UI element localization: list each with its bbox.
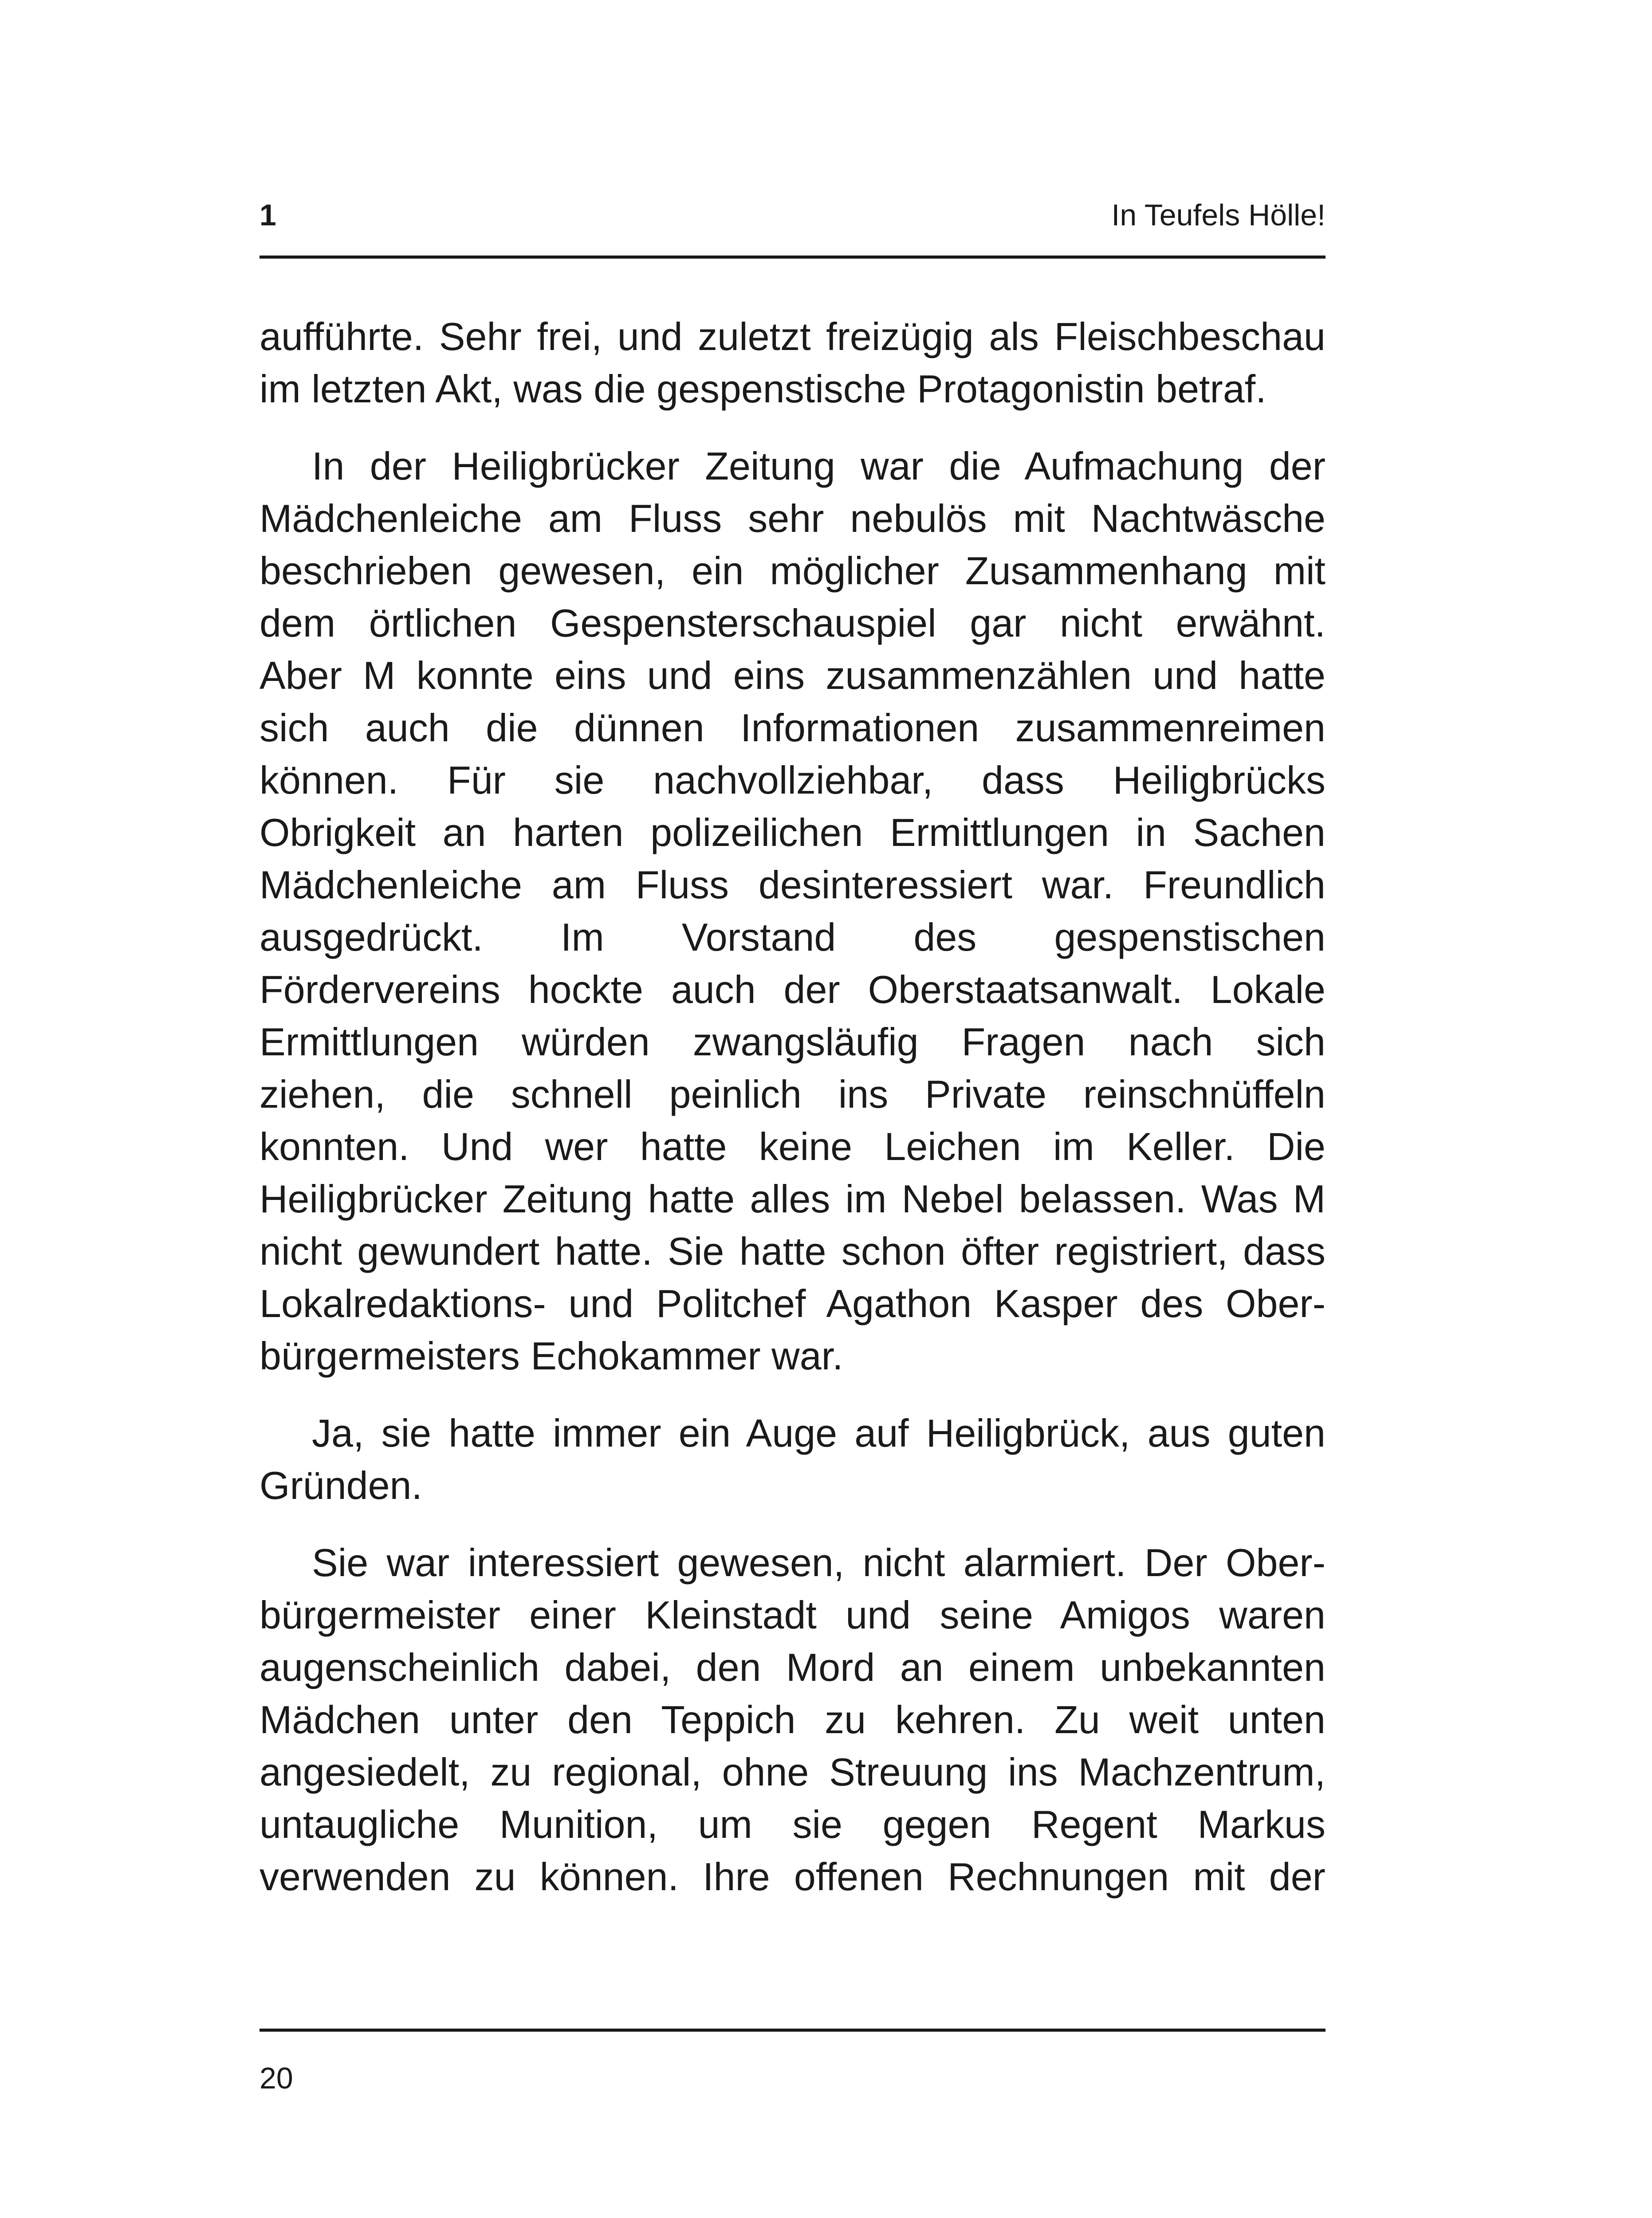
running-title: In Teufels Hölle!	[1111, 198, 1326, 232]
text-line: Fördervereins hockte auch der Oberstaatsanwalt. Lokale	[260, 967, 1326, 1011]
text-line: im letzten Akt, was die gespenstische Protagonistin betraf.	[260, 367, 1267, 411]
paragraph	[260, 1537, 1326, 1903]
text-line: Mädchenleiche am Fluss desinteressiert war. Freundlich	[260, 863, 1326, 907]
text-line: können. Für sie nachvollziehbar, dass Heiligbrücks	[260, 758, 1326, 802]
text-line: augenscheinlich dabei, den Mord an einem unbekannten	[260, 1645, 1326, 1689]
text-line: bürgermeister einer Kleinstadt und seine Amigos waren	[260, 1593, 1326, 1637]
text-line: Heiligbrücker Zeitung hatte alles im Nebel belassen. Was M	[260, 1177, 1326, 1221]
header-rule	[260, 256, 1326, 259]
text-line: Ja, sie hatte immer ein Auge auf Heiligbrück, aus guten	[312, 1411, 1326, 1455]
text-line: Mädchen unter den Teppich zu kehren. Zu weit unten	[260, 1698, 1326, 1742]
text-line: aufführte. Sehr frei, und zuletzt freizügig als Fleischbeschau	[260, 315, 1326, 358]
text-line: sich auch die dünnen Informationen zusammenreimen	[260, 706, 1326, 750]
text-line: Ermittlungen würden zwangsläufig Fragen nach sich	[260, 1020, 1326, 1064]
text-line: In der Heiligbrücker Zeitung war die Aufmachung der	[312, 444, 1326, 488]
text-line: nicht gewundert hatte. Sie hatte schon öfter registriert, dass	[260, 1229, 1326, 1273]
text-line: Gründen.	[260, 1463, 422, 1507]
running-header	[260, 195, 1326, 235]
paragraph	[260, 311, 1326, 415]
text-line: untaugliche Munition, um sie gegen Regent Markus	[260, 1802, 1326, 1846]
footer-rule	[260, 2029, 1326, 2032]
chapter-number: 1	[260, 198, 276, 232]
paragraph	[260, 1407, 1326, 1512]
text-line: beschrieben gewesen, ein möglicher Zusammenhang mit	[260, 549, 1326, 593]
text-line: bürgermeisters Echokammer war.	[260, 1334, 843, 1378]
text-line: Aber M konnte eins und eins zusammenzählen und hatte	[260, 653, 1326, 697]
text-line: dem örtlichen Gespensterschauspiel gar nicht erwähnt.	[260, 601, 1326, 645]
text-line: Obrigkeit an harten polizeilichen Ermittlungen in Sachen	[260, 810, 1326, 854]
text-line: ziehen, die schnell peinlich ins Private reinschnüffeln	[260, 1072, 1326, 1116]
page-number: 20	[260, 2061, 293, 2095]
text-line: konnten. Und wer hatte keine Leichen im Keller. Die	[260, 1125, 1326, 1168]
text-line: Sie war interessiert gewesen, nicht alarmiert. Der Ober-	[312, 1541, 1326, 1585]
paragraph	[260, 440, 1326, 1382]
body-text	[260, 311, 1326, 1928]
text-line: Lokalredaktions- und Politchef Agathon Kasper des Ober-	[260, 1282, 1326, 1325]
text-line: Mädchenleiche am Fluss sehr nebulös mit Nachtwäsche	[260, 496, 1326, 540]
text-line: ausgedrückt. Im Vorstand des gespenstischen	[260, 915, 1326, 959]
text-line: angesiedelt, zu regional, ohne Streuung ins Machzentrum,	[260, 1750, 1326, 1794]
text-line: verwenden zu können. Ihre offenen Rechnungen mit der	[260, 1855, 1326, 1899]
